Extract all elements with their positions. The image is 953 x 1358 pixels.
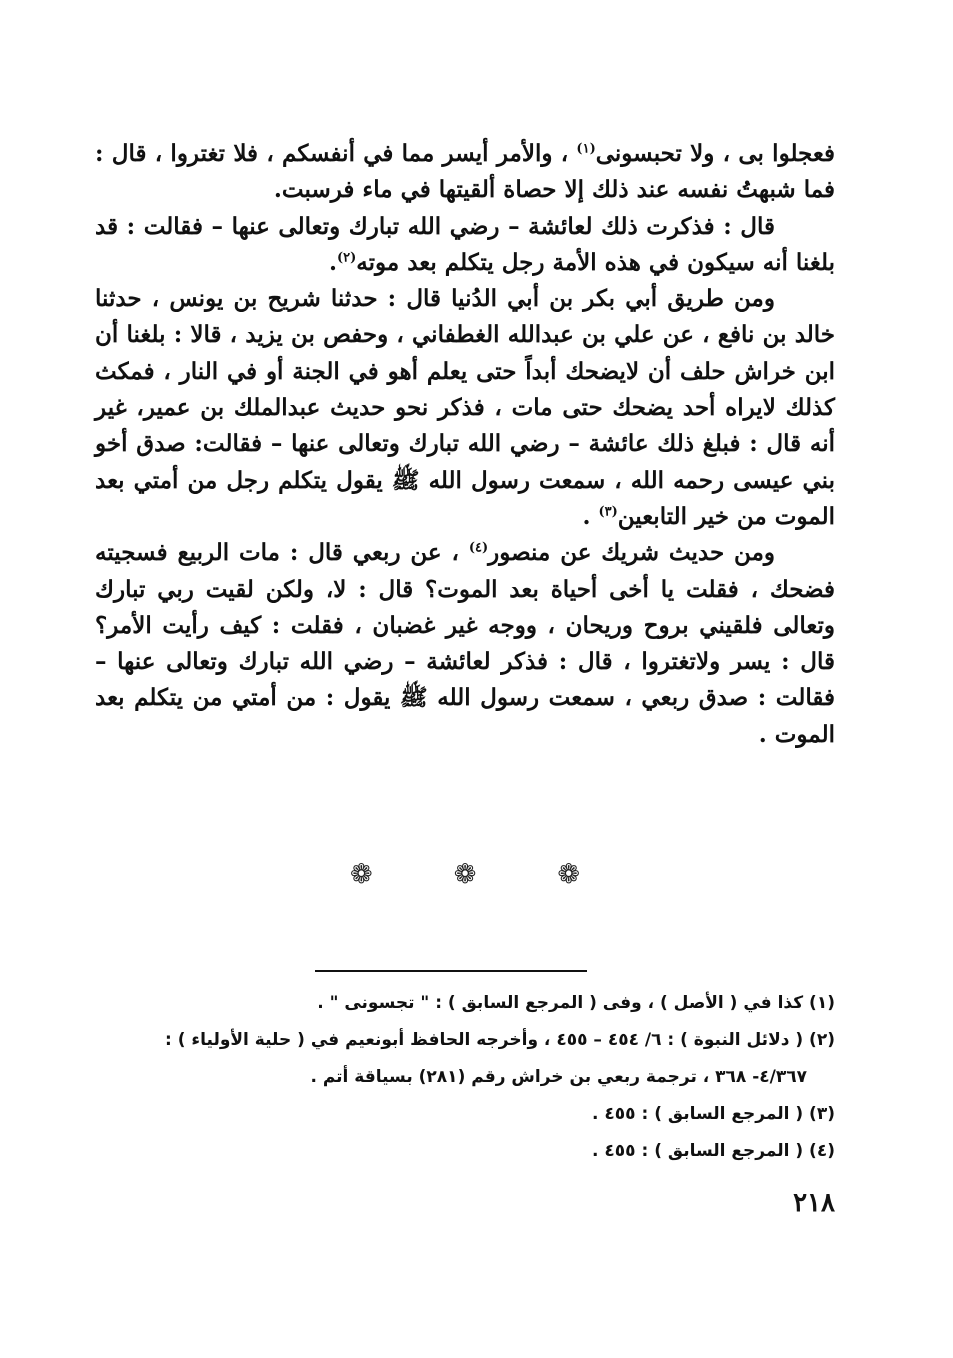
- paragraph-2-text: قال : فذكرت ذلك لعائشة – رضي الله تبارك وتعالى عنها – فقالت : قد بلغنا أنه سيكون في هذه الأمة رجل يتكلم بعد موته: [95, 212, 835, 276]
- flower-ornament-icon: ❁: [453, 858, 477, 890]
- footnote-3: (٣) ( المرجع السابق ) : ٤٥٥ .: [592, 1104, 835, 1124]
- footnote-ref-2: (٢): [336, 250, 357, 266]
- paragraph-4-text: ومن حديث شريك عن منصور: [488, 539, 775, 567]
- paragraph-4-rest: ، عن ربعي قال : مات الربيع فسجيته فضحك ، فقلت يا أخى أحياة بعد الموت؟ قال : لا، ولكن لقيت ربي تبارك وتعالى فلقيني بروح وريحان ، ووجه غير غضبان ، فقلت : كيف رأيت الأمر؟ قال : يسر ولاتغتروا ، قال : فذكر لعائشة – رضي الله تبارك وتعالى عنها – فقالت : صدق ربعي ، سمعت رسول الله ﷺ يقول : من أمتي من يتكلم بعد الموت .: [95, 539, 835, 748]
- paragraph-1: [95, 136, 835, 209]
- footnote-ref-4: (٤): [468, 540, 489, 556]
- footnote-1: (١) كذا في ( الأصل ) ، وفى ( المرجع السابق ) : " تجسونى " .: [317, 993, 835, 1013]
- paragraph-1-rest: ، والأمر أيسر مما في أنفسكم ، فلا تغتروا ، قال : فما شبهتُ نفسه عند ذلك إلا حصاة ألقيتها في ماء فرسبت.: [95, 140, 835, 204]
- section-divider: [350, 857, 580, 891]
- paragraph-3-text: ومن طريق أبي بكر بن أبي الدُنيا قال : حدثنا شريح بن يونس ، حدثنا خالد بن نافع ، عن علي بن عبدالله الغطفاني ، وحفص بن يزيد ، قالا : بلغنا أن ابن خراش حلف أن لايضحك أبداً حتى يعلم أهو في الجنة أو في النار ، فمكث كذلك لايراه أحد يضحك حتى مات ، فذكر نحو حديث عبدالملك بن عمير، غير أنه قال : فبلغ ذلك عائشة – رضي الله تبارك وتعالى عنها – فقالت: صدق أخو بني عيسى رحمه الله ، سمعت رسول الله ﷺ يقول يتكلم رجل من أمتي بعد الموت من خير التابعين: [95, 285, 835, 530]
- paragraph-3: [95, 281, 835, 535]
- footnote-2-continued: ٤/٣٦٧- ٣٦٨ ، ترجمة ربعي بن خراش رقم (٢٨١) بسياقة أتم .: [310, 1067, 807, 1087]
- paragraph-4: [95, 535, 835, 753]
- footnote-separator: [315, 970, 587, 972]
- footnotes: [95, 985, 835, 1170]
- page-number: ٢١٨: [793, 1188, 835, 1218]
- paragraph-1-text: فعجلوا بى ، ولا تحبسونى: [595, 140, 835, 167]
- paragraph-2: [95, 209, 835, 282]
- paragraph-2-end: .: [328, 248, 337, 276]
- paragraph-3-end: .: [582, 502, 599, 530]
- footnote-ref-1: (١): [576, 141, 596, 157]
- footnote-2: (٢) ( دلائل النبوة ) : ٦/ ٤٥٤ – ٤٥٥ ، وأخرجه الحافظ أبونعيم في ( حلية الأولياء ) :: [165, 1030, 835, 1050]
- footnote-ref-3: (٣): [598, 504, 618, 520]
- flower-ornament-icon: ❁: [350, 858, 373, 890]
- flower-ornament-icon: ❁: [557, 858, 580, 890]
- main-text: [95, 136, 835, 753]
- footnote-4: (٤) ( المرجع السابق ) : ٤٥٥ .: [592, 1141, 835, 1161]
